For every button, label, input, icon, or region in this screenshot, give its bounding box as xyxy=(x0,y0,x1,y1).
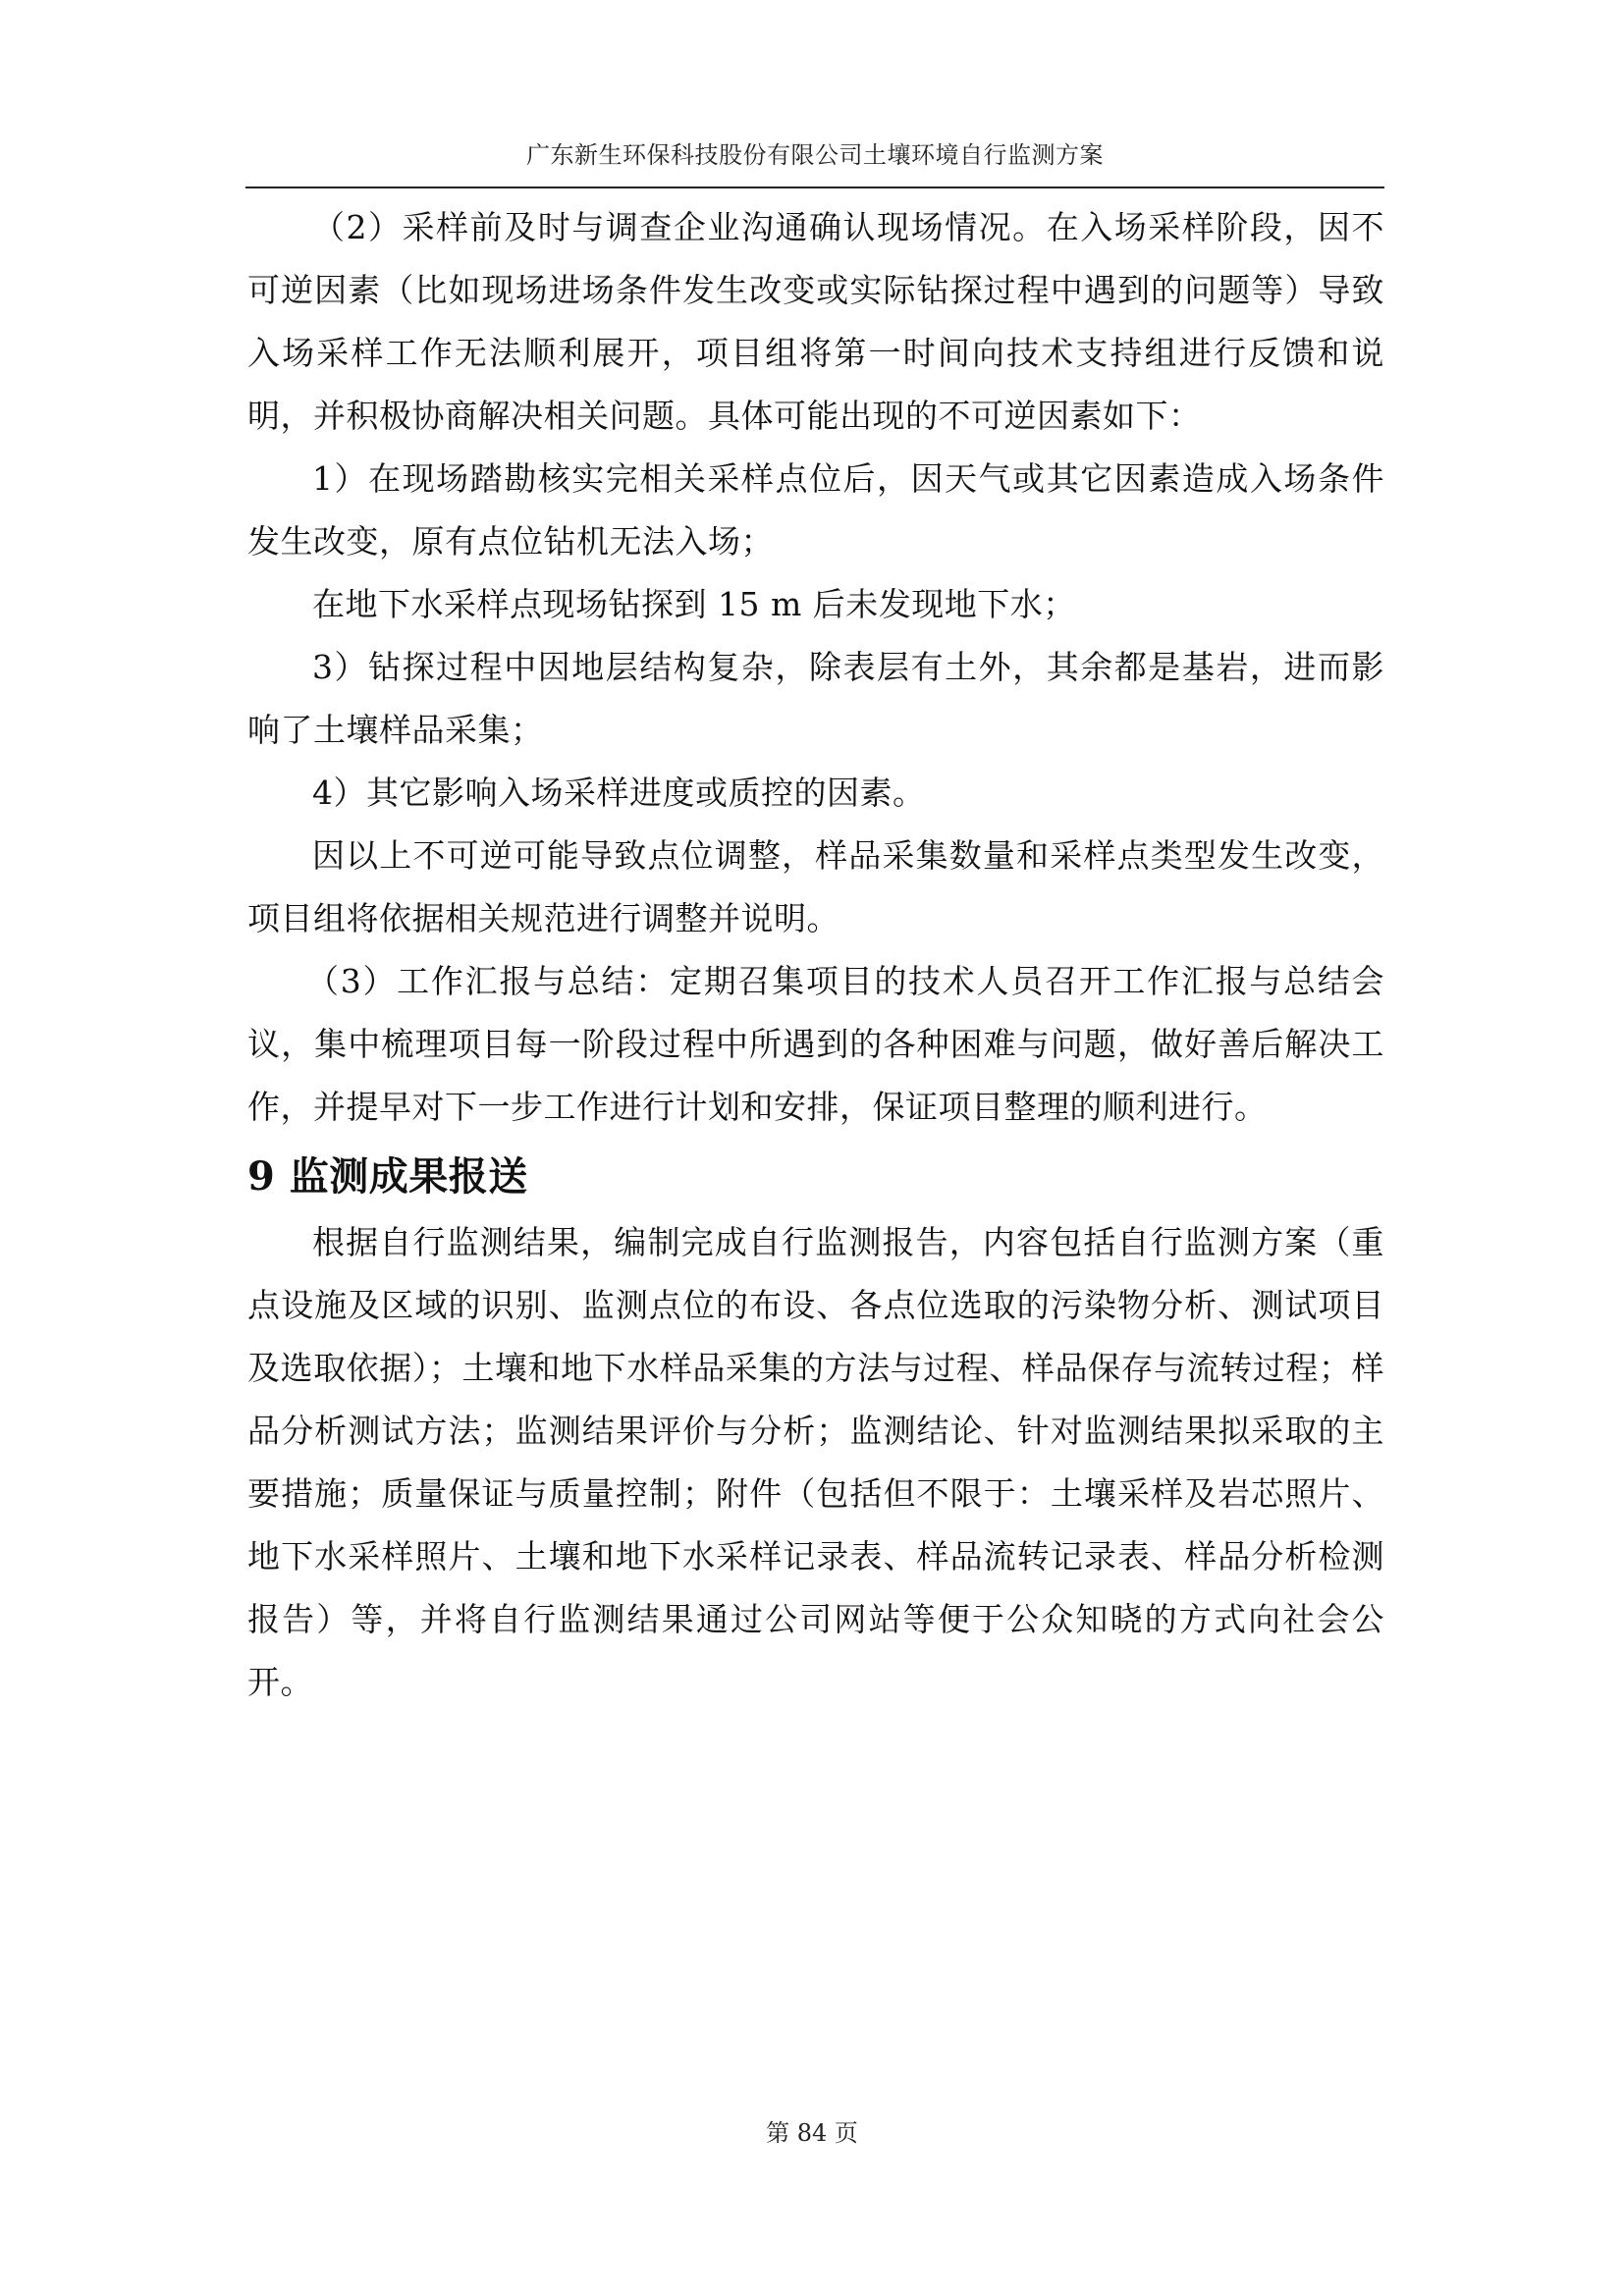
header-divider xyxy=(245,187,1384,188)
paragraph-factor-2: 在地下水采样点现场钻探到 15 m 后未发现地下水； xyxy=(312,585,1076,623)
paragraph-work-report: （3）工作汇报与总结：定期召集项目的技术人员召开工作汇报与总结会议，集中梳理项目每一阶段过程中所遇到的各种困难与问题，做好善后解决工作，并提早对下一步工作进行计划和安排，保证项目整理的顺利进行。 xyxy=(247,962,1384,1126)
page-number: 第 84 页 xyxy=(766,2119,858,2147)
paragraph-factor-1: 1）在现场踏勘核实完相关采样点位后，因天气或其它因素造成入场条件发生改变，原有点位钻机无法入场； xyxy=(247,459,1384,561)
paragraph-factor-3: 3）钻探过程中因地层结构复杂，除表层有土外，其余都是基岩，进而影响了土壤样品采集； xyxy=(247,648,1384,749)
paragraph-adjustment: 因以上不可逆可能导致点位调整，样品采集数量和采样点类型发生改变，项目组将依据相关规范进行调整并说明。 xyxy=(247,836,1384,937)
section-heading-results-report: 9 监测成果报送 xyxy=(247,1153,528,1200)
paragraph-sampling-communication: （2）采样前及时与调查企业沟通确认现场情况。在入场采样阶段，因不可逆因素（比如现场进场条件发生改变或实际钻探过程中遇到的问题等）导致入场采样工作无法顺利展开，项目组将第一时间向技术支持组进行反馈和说明，并积极协商解决相关问题。具体可能出现的不可逆因素如下： xyxy=(247,208,1384,435)
paragraph-factor-4: 4）其它影响入场采样进度或质控的因素。 xyxy=(312,774,926,812)
page-header-title: 广东新生环保科技股份有限公司土壤环境自行监测方案 xyxy=(526,141,1104,169)
document-body xyxy=(247,196,1384,1714)
paragraph-results-report: 根据自行监测结果，编制完成自行监测报告，内容包括自行监测方案（重点设施及区域的识别、监测点位的布设、各点位选取的污染物分析、测试项目及选取依据）；土壤和地下水样品采集的方法与过程、样品保存与流转过程；样品分析测试方法；监测结果评价与分析；监测结论、针对监测结果拟采取的主要措施；质量保证与质量控制；附件（包括但不限于：土壤采样及岩芯照片、地下水采样照片、土壤和地下水采样记录表、样品流转记录表、样品分析检测报告）等，并将自行监测结果通过公司网站等便于公众知晓的方式向社会公开。 xyxy=(247,1223,1384,1701)
